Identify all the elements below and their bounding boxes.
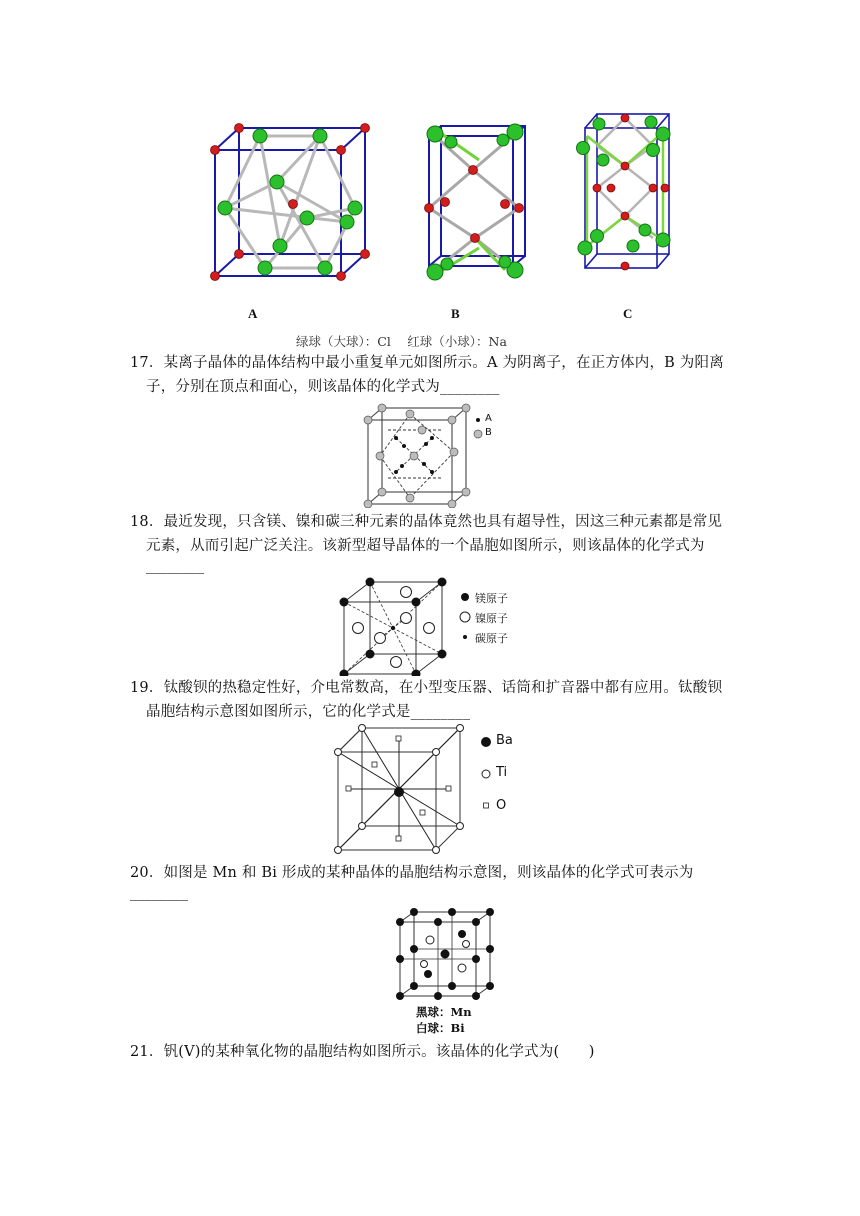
crystal-cell-diagram-q19 [332, 722, 470, 858]
legend-label-bi: 白球：Bi [416, 1021, 465, 1035]
question-text: 晶胞结构示意图如图所示，它的化学式是________ [146, 704, 471, 720]
legend-label-mg: 镁原子 [475, 592, 508, 605]
question-text: 钒(V)的某种氧化物的晶胞结构如图所示。该晶体的化学式为( ) [163, 1044, 595, 1060]
figure-caption: 绿球（大球）：Cl 红球（小球）：Na [296, 334, 507, 349]
question-text: 子，分别在顶点和面心，则该晶体的化学式为________ [146, 379, 500, 395]
question-text: 钛酸钡的热稳定性好，介电常数高，在小型变压器、话筒和扩音器中都有应用。钛酸钡 [163, 680, 723, 696]
question-19 [130, 676, 730, 724]
figure-label-b: B [451, 306, 460, 321]
question-number: 17． [130, 355, 164, 371]
crystal-cell-diagram-q17 [362, 400, 502, 508]
question-text: 如图是 Mn 和 Bi 形成的某种晶体的晶胞结构示意图，则该晶体的化学式可表示为 [163, 865, 694, 881]
figure-label-c: C [623, 306, 633, 321]
crystal-cell-diagram-q18 [336, 574, 454, 676]
legend-label-c: 碳原子 [475, 632, 508, 645]
question-text: 元素，从而引起广泛关注。该新型超导晶体的一个晶胞如图所示，则该晶体的化学式为 [146, 538, 705, 554]
answer-blank: ________ [146, 558, 204, 574]
crystal-cell-diagram-q20 [392, 904, 502, 1002]
question-number: 19． [130, 680, 164, 696]
legend-label-mn: 黑球：Mn [416, 1005, 472, 1019]
legend-label-ba: Ba [496, 733, 513, 748]
legend-label-ni: 镍原子 [475, 612, 508, 625]
question-18 [130, 510, 730, 558]
question-21 [130, 1040, 730, 1064]
legend-label-ti: Ti [496, 765, 508, 780]
legend-markers-q19 [479, 735, 493, 815]
question-20 [130, 861, 730, 885]
question-text: 某离子晶体的晶体结构中最小重复单元如图所示。A 为阴离子，在正方体内，B 为阳离 [163, 355, 724, 371]
question-number: 20． [130, 865, 164, 881]
legend-label-b: B [485, 427, 492, 438]
legend-label-o: O [496, 798, 507, 813]
legend-label-a: A [485, 413, 492, 424]
question-number: 18． [130, 514, 164, 530]
nacl-structure-figure-c [575, 106, 680, 276]
question-text: 最近发现，只含镁、镍和碳三种元素的晶体竟然也具有超导性，因这三种元素都是常见 [163, 514, 723, 530]
legend-markers-q18 [458, 590, 472, 646]
figure-label-a: A [248, 306, 258, 321]
answer-blank: ________ [130, 885, 188, 901]
question-number: 21． [130, 1044, 164, 1060]
nacl-structure-figure-a [205, 118, 385, 288]
question-17 [130, 351, 730, 399]
nacl-structure-figure-b [415, 120, 535, 285]
